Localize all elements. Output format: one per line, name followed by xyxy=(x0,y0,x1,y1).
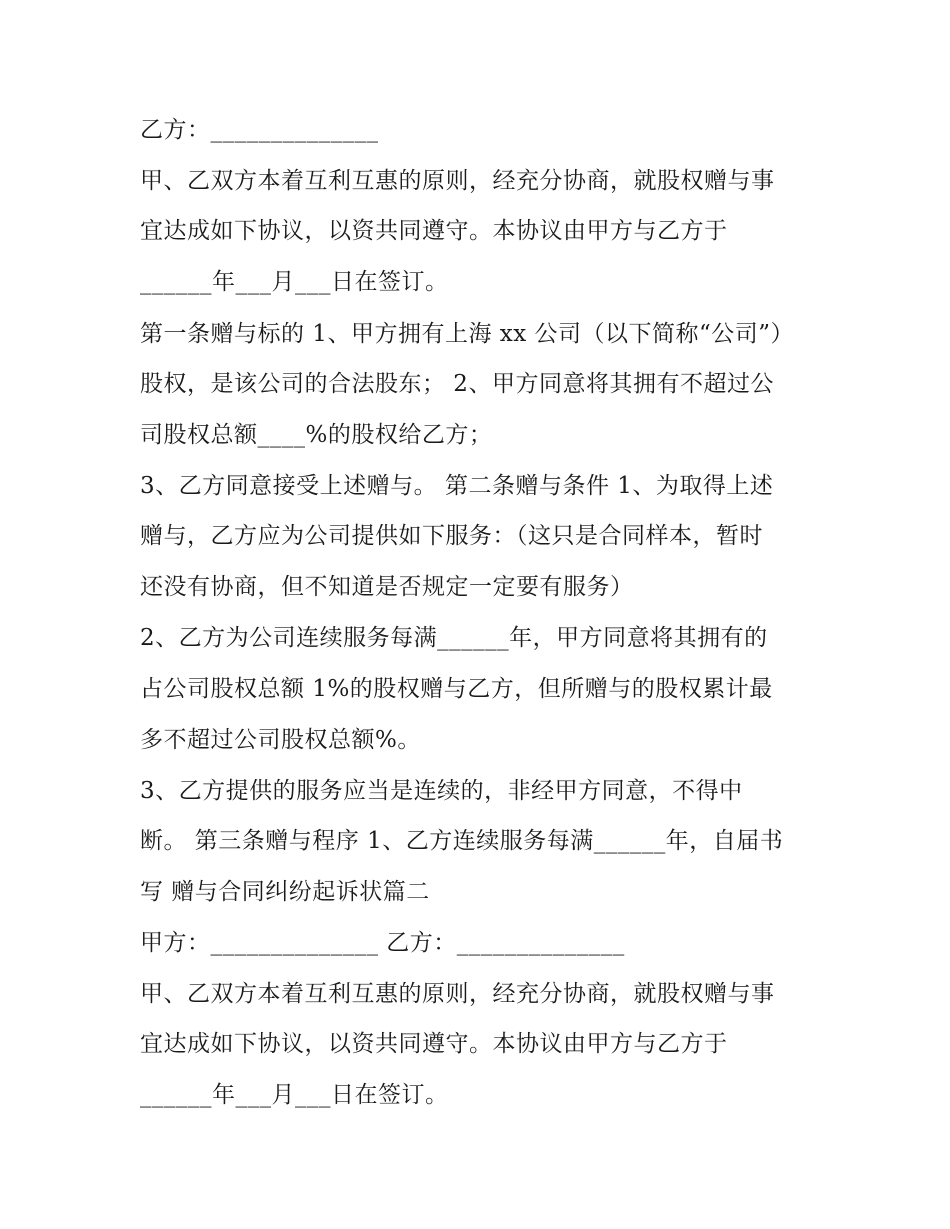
text-line: 宜达成如下协议，以资共同遵守。本协议由甲方与乙方于 xyxy=(140,1031,728,1057)
text-line: 还没有协商，但不知道是否规定一定要有服务） xyxy=(140,574,634,600)
text-line: 断。 第三条赠与程序 1、乙方连续服务每满______年，自届书 xyxy=(140,828,784,854)
text-line: ______年___月___日在签订。 xyxy=(140,1082,449,1108)
text-line: 宜达成如下协议，以资共同遵守。本协议由甲方与乙方于 xyxy=(140,218,728,244)
text-line: 乙方：______________ xyxy=(140,117,379,143)
text-line: 3、乙方提供的服务应当是连续的，非经甲方同意，不得中 xyxy=(140,778,743,804)
text-line: 赠与，乙方应为公司提供如下服务：（这只是合同样本，暂时 xyxy=(140,523,763,549)
text-line: ______年___月___日在签订。 xyxy=(140,269,449,295)
text-line: 多不超过公司股权总额%。 xyxy=(140,727,421,753)
text-line: 写 赠与合同纠纷起诉状篇二 xyxy=(140,879,430,905)
text-line: 甲方：______________ 乙方：______________ xyxy=(140,930,625,956)
text-line: 占公司股权总额 1%的股权赠与乙方，但所赠与的股权累计最 xyxy=(140,676,773,702)
text-line: 甲、乙双方本着互利互惠的原则，经充分协商，就股权赠与事 xyxy=(140,981,775,1007)
text-line: 2、乙方为公司连续服务每满______年，甲方同意将其拥有的 xyxy=(140,625,768,651)
text-line: 甲、乙双方本着互利互惠的原则，经充分协商，就股权赠与事 xyxy=(140,168,775,194)
text-line: 第一条赠与标的 1、甲方拥有上海 xx 公司（以下简称“公司”） xyxy=(140,321,795,347)
text-line: 股权，是该公司的合法股东； 2、甲方同意将其拥有不超过公 xyxy=(140,371,774,397)
text-line: 3、乙方同意接受上述赠与。 第二条赠与条件 1、为取得上述 xyxy=(140,473,774,499)
text-line: 司股权总额____%的股权给乙方； xyxy=(140,422,493,448)
